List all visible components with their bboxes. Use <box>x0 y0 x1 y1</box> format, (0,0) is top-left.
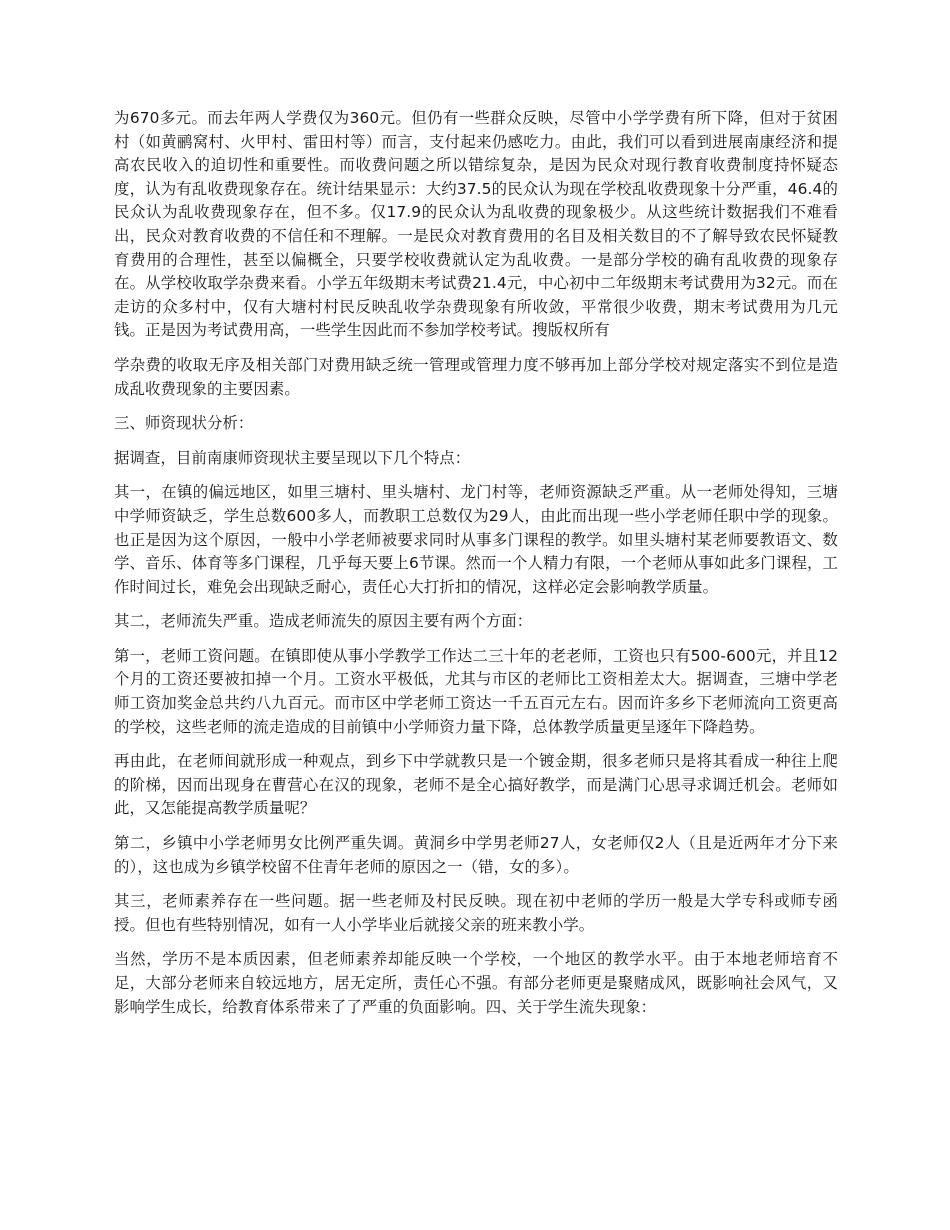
document-body <box>114 107 838 1030</box>
paragraph: 第一，老师工资问题。在镇即使从事小学教学工作达二三十年的老老师，工资也只有500-600元，并且12个月的工资还要被扣掉一个月。工资水平极低，尤其与市区的老师比工资相差太大。据调查，三塘中学老师工资加奖金总共约八九百元。而市区中学老师工资达一千五百元左右。因而许多乡下老师流向工资更高的学校，这些老师的流走造成的目前镇中小学师资力量下降，总体教学质量更呈逐年下降趋势。 <box>114 646 838 736</box>
paragraph: 其一，在镇的偏远地区，如里三塘村、里头塘村、龙门村等，老师资源缺乏严重。从一老师处得知，三塘中学师资缺乏，学生总数600多人，而教职工总数仅为29人，由此而出现一些小学老师任职中学的现象。也正是因为这个原因，一般中小学老师被要求同时从事多门课程的教学。如里头塘村某老师要教语文、数学、音乐、体育等多门课程，几乎每天要上6节课。然而一个人精力有限，一个老师从事如此多门课程，工作时间过长，难免会出现缺乏耐心，责任心大打折扣的情况，这样必定会影响教学质量。 <box>114 483 838 596</box>
paragraph: 据调查，目前南康师资现状主要呈现以下几个特点： <box>114 448 471 467</box>
paragraph: 学杂费的收取无序及相关部门对费用缺乏统一管理或管理力度不够再加上部分学校对规定落实不到位是造成乱收费现象的主要因素。 <box>114 355 838 398</box>
paragraph: 再由此，在老师间就形成一种观点，到乡下中学就教只是一个镀金期，很多老师只是将其看成一种往上爬的阶梯，因而出现身在曹营心在汉的现象，老师不是全心搞好教学，而是满门心思寻求调迁机会。老师如此，又怎能提高教学质量呢？ <box>114 752 838 818</box>
paragraph: 第二，乡镇中小学老师男女比例严重失调。黄洞乡中学男老师27人，女老师仅2人（且是近两年才分下来的），这也成为乡镇学校留不住青年老师的原因之一（错，女的多）。 <box>114 834 838 876</box>
paragraph: 为670多元。而去年两人学费仅为360元。但仍有一些群众反映，尽管中小学学费有所下降，但对于贫困村（如黄鹂窝村、火甲村、雷田村等）而言，支付起来仍感吃力。由此，我们可以看到进展南康经济和提高农民收入的迫切性和重要性。而收费问题之所以错综复杂，是因为民众对现行教育收费制度持怀疑态度，认为有乱收费现象存在。统计结果显示：大约37.5的民众认为现在学校乱收费现象十分严重，46.4的民众认为乱收费现象存在，但不多。仅17.9的民众认为乱收费的现象极少。从这些统计数据我们不难看出，民众对教育收费的不信任和不理解。一是民众对教育费用的名目及相关数目的不了解导致农民怀疑教育费用的合理性，甚至以偏概全，只要学校收费就认定为乱收费。一是部分学校的确有乱收费的现象存在。从学校收取学杂费来看。小学五年级期末考试费21.4元，中心初中二年级期末考试费用为32元。而在走访的众多村中，仅有大塘村村民反映乱收学杂费现象有所收敛，平常很少收费，期末考试费用为几元钱。正是因为考试费用高，一些学生因此而不参加学校考试。搜版权所有 <box>114 109 838 340</box>
paragraph: 当然，学历不是本质因素，但老师素养却能反映一个学校，一个地区的教学水平。由于本地老师培育不足，大部分老师来自较远地方，居无定所，责任心不强。有部分老师更是聚赌成风，既影响社会风气，又影响学生成长，给教育体系带来了了严重的负面影响。四、关于学生流失现象： <box>114 950 838 1016</box>
section-heading: 三、师资现状分析： <box>114 414 254 433</box>
paragraph: 其三，老师素养存在一些问题。据一些老师及村民反映。现在初中老师的学历一般是大学专科或师专函授。但也有些特别情况，如有一人小学毕业后就接父亲的班来教小学。 <box>114 892 838 934</box>
paragraph: 其二，老师流失严重。造成老师流失的原因主要有两个方面： <box>114 612 533 631</box>
